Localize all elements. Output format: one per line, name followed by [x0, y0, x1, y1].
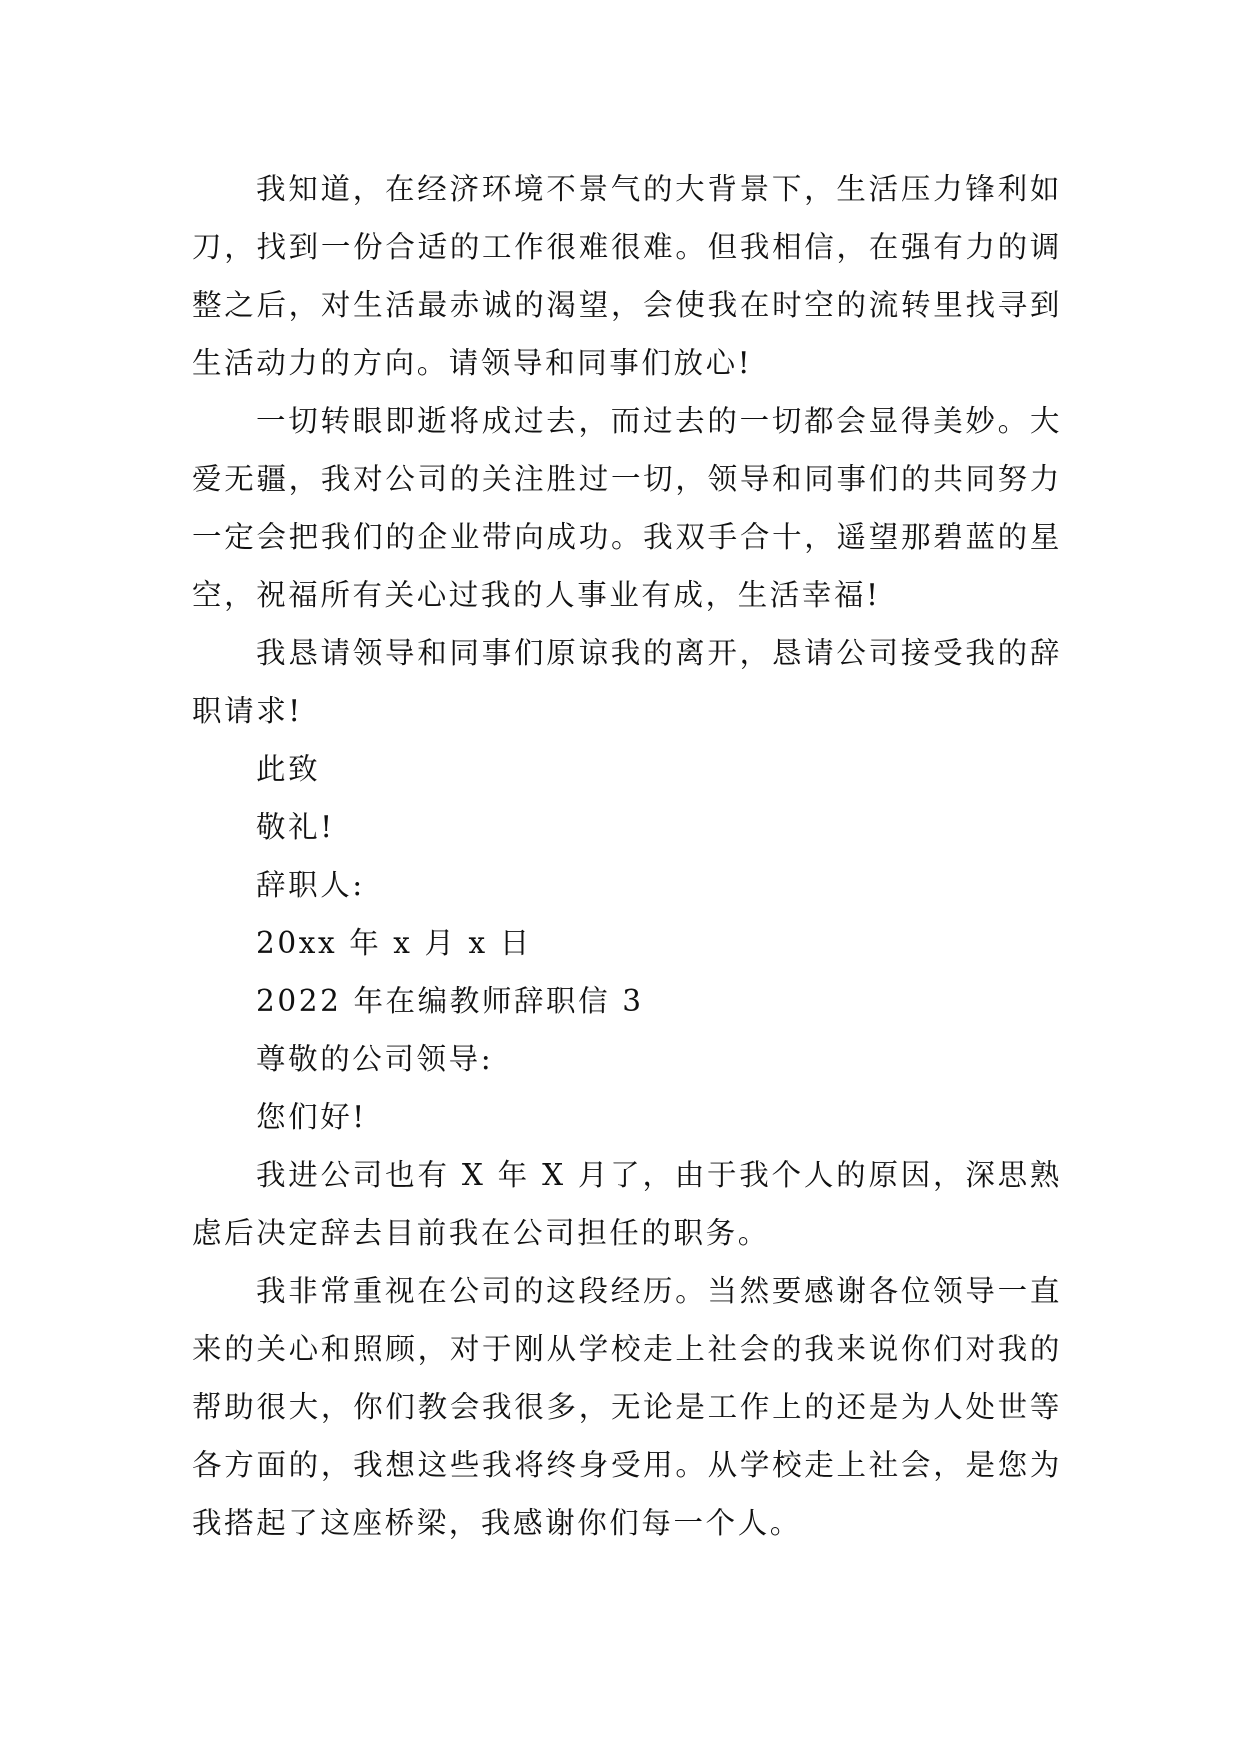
date-line: 20xx 年 x 月 x 日 [256, 926, 532, 960]
paragraph-farewell: 一切转眼即逝将成过去，而过去的一切都会显得美妙。大爱无疆，我对公司的关注胜过一切，领导和同事们的共同努力一定会把我们的企业带向成功。我双手合十，遥望那碧蓝的星空，祝福所有关心过我的人事业有成，生活幸福! [192, 404, 1062, 612]
salutation-line: 尊敬的公司领导: [256, 1042, 494, 1076]
signer-line: 辞职人: [256, 868, 365, 902]
paragraph-gratitude: 我非常重视在公司的这段经历。当然要感谢各位领导一直来的关心和照顾，对于刚从学校走上社会的我来说你们对我的帮助很大，你们教会我很多，无论是工作上的还是为人处世等各方面的，我想这些我将终身受用。从学校走上社会，是您为我搭起了这座桥梁，我感谢你们每一个人。 [192, 1274, 1062, 1540]
greeting-line: 您们好! [256, 1100, 367, 1134]
closing-line: 此致 [256, 752, 321, 786]
salute-line: 敬礼! [256, 810, 335, 844]
section-title: 2022 年在编教师辞职信 3 [256, 984, 644, 1018]
paragraph-tenure: 我进公司也有 X 年 X 月了，由于我个人的原因，深思熟虑后决定辞去目前我在公司担任的职务。 [192, 1158, 1062, 1250]
paragraph-request: 我恳请领导和同事们原谅我的离开，恳请公司接受我的辞职请求! [192, 636, 1062, 728]
document-body [192, 160, 1062, 1552]
paragraph-economy: 我知道，在经济环境不景气的大背景下，生活压力锋利如刀，找到一份合适的工作很难很难。但我相信，在强有力的调整之后，对生活最赤诚的渴望，会使我在时空的流转里找寻到生活动力的方向。请领导和同事们放心! [192, 172, 1062, 380]
